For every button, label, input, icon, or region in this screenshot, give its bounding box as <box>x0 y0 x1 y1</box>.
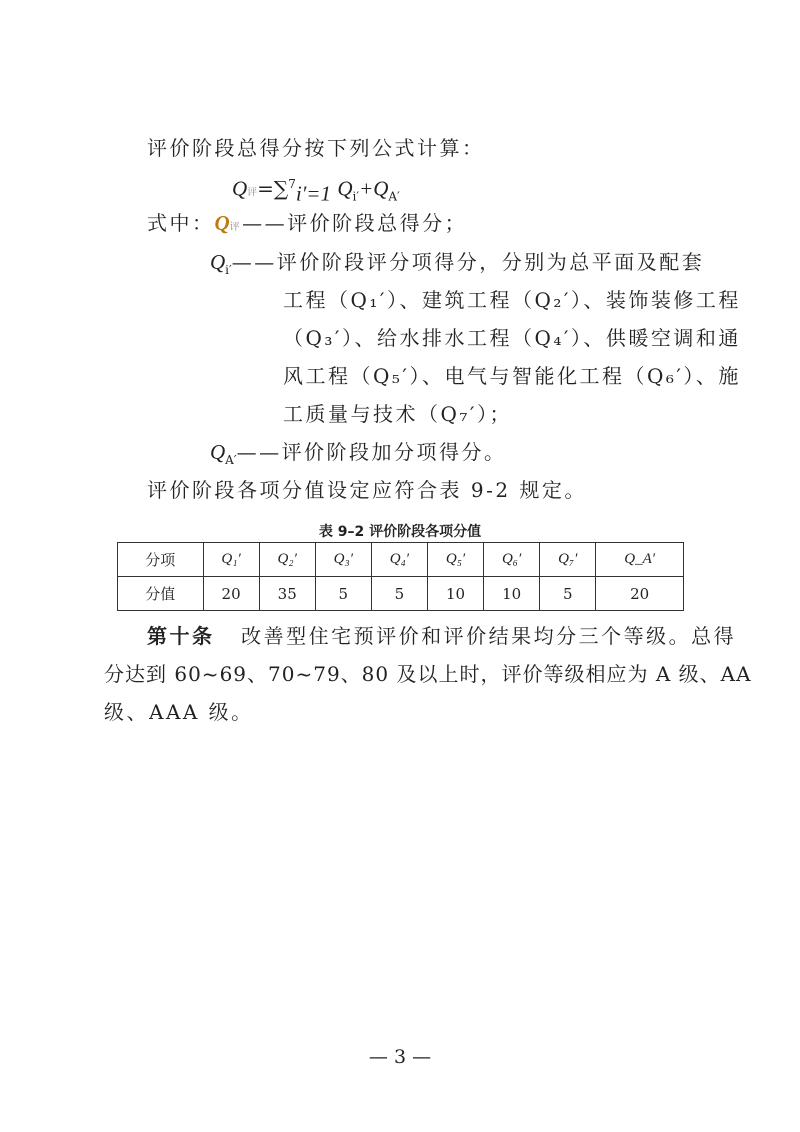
table-cell: 5 <box>371 577 427 611</box>
page-number: — 3 — <box>368 1046 432 1068</box>
table-cell: 5 <box>315 577 371 611</box>
where-line-1: 式中：Q评——评价阶段总得分； <box>147 211 468 235</box>
table-cell: Q₄′ <box>371 543 427 577</box>
article-line-1: 第十条 改善型住宅预评价和评价结果均分三个等级。总得 <box>147 624 737 648</box>
table-caption: 表 9–2 评价阶段各项分值 <box>318 524 482 540</box>
where-line-qa: $Q_{A'}——$评价阶段加分项得分。 <box>210 440 507 467</box>
formula: Q评=∑$^7_{i'=1}$ $Q_{i'}+Q_{A'}$ <box>232 176 400 206</box>
table-cell: Q₇′ <box>540 543 596 577</box>
table-cell: Q₆′ <box>484 543 540 577</box>
table-header-row <box>118 543 684 577</box>
table-cell: 分项 <box>118 543 204 577</box>
where-cont-3: 风工程（Q₅′）、电气与智能化工程（Q₆′）、施 <box>283 364 741 388</box>
article-line-3: 级、AAA 级。 <box>104 700 254 724</box>
where-cont-2: （Q₃′）、给水排水工程（Q₄′）、供暖空调和通 <box>283 326 741 350</box>
where-line-qi: $Q_{i'}——$评价阶段评分项得分，分别为总平面及配套 <box>210 250 705 277</box>
table-cell: 20 <box>203 577 259 611</box>
intro-text: 评价阶段总得分按下列公式计算： <box>147 136 485 160</box>
table-cell: Q₂′ <box>259 543 315 577</box>
score-table <box>117 542 684 611</box>
table-cell: 10 <box>484 577 540 611</box>
table-cell: Q₁′ <box>203 543 259 577</box>
table-cell: 20 <box>596 577 684 611</box>
table-cell: 35 <box>259 577 315 611</box>
table-row <box>118 577 684 611</box>
table-reference: 评价阶段各项分值设定应符合表 9-2 规定。 <box>147 478 587 502</box>
table-cell: Q_A′ <box>596 543 684 577</box>
where-cont-1: 工程（Q₁′）、建筑工程（Q₂′）、装饰装修工程 <box>283 288 741 312</box>
where-cont-4: 工质量与技术（Q₇′）； <box>283 402 512 426</box>
table-cell: Q₅′ <box>427 543 483 577</box>
article-title: 第十条 <box>147 624 215 648</box>
table-cell: Q₃′ <box>315 543 371 577</box>
table-cell: 5 <box>540 577 596 611</box>
table-cell: 分值 <box>118 577 204 611</box>
article-line-2: 分达到 60~69、70~79、80 及以上时，评价等级相应为 A 级、AA <box>104 662 752 686</box>
table-cell: 10 <box>427 577 483 611</box>
